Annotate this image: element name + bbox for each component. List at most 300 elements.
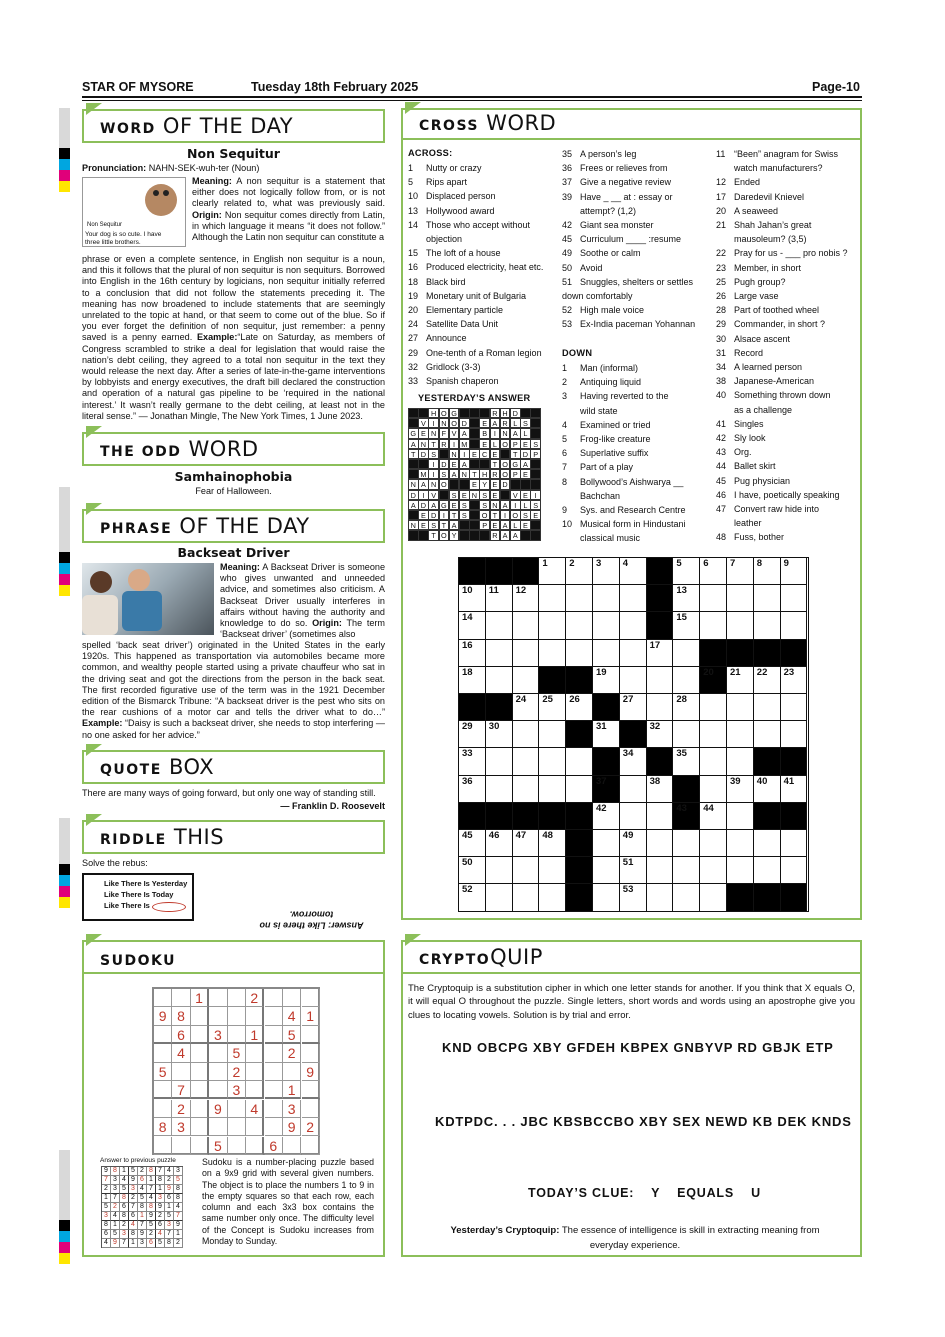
answer-cell: D [428, 510, 439, 520]
crossword-cell[interactable] [566, 748, 593, 775]
crossword-cell[interactable] [486, 721, 513, 748]
crossword-cell[interactable] [539, 612, 566, 639]
crossword-cell[interactable] [781, 694, 808, 721]
crossword-cell[interactable] [459, 612, 486, 639]
sudoku-empty-cell[interactable] [209, 1081, 227, 1099]
crossword-cell[interactable] [513, 667, 540, 694]
crossword-cell[interactable] [647, 694, 674, 721]
crossword-cell[interactable] [593, 558, 620, 585]
sudoku-empty-cell[interactable] [154, 1137, 172, 1155]
answer-cell: R [490, 530, 501, 540]
crossword-cell[interactable] [486, 748, 513, 775]
crossword-cell[interactable] [459, 748, 486, 775]
sudoku-empty-cell[interactable] [228, 1007, 246, 1025]
sudoku-answer-cell: 9 [138, 1230, 147, 1239]
sudoku-empty-cell[interactable] [265, 1007, 283, 1025]
crossword-cell[interactable] [727, 585, 754, 612]
clue-50 [562, 261, 602, 275]
crossword-cell[interactable] [727, 776, 754, 803]
crossword-cell[interactable] [781, 721, 808, 748]
sudoku-answer-cell: 9 [147, 1212, 156, 1221]
crossword-cell[interactable] [647, 803, 674, 830]
crossword-block [566, 830, 593, 857]
clue-text: Pugh group? [734, 276, 786, 287]
clue-text: down comfortably [562, 291, 633, 301]
crossword-cell[interactable] [566, 640, 593, 667]
clue-27 [408, 331, 467, 345]
sudoku-empty-cell[interactable] [265, 1026, 283, 1044]
sudoku-empty-cell[interactable] [191, 1063, 209, 1081]
crossword-cell[interactable] [566, 612, 593, 639]
crossword-cell[interactable] [781, 776, 808, 803]
crossword-cell[interactable] [486, 830, 513, 857]
sudoku-empty-cell[interactable] [302, 989, 320, 1007]
answer-cell: E [520, 520, 531, 530]
crossword-cell[interactable] [593, 857, 620, 884]
crossword-cell[interactable] [647, 857, 674, 884]
answer-cell [408, 510, 419, 520]
sudoku-empty-cell[interactable] [246, 1118, 264, 1136]
crossword-cell[interactable] [673, 612, 700, 639]
crossword-cell[interactable] [754, 558, 781, 585]
answer-cell: E [459, 490, 470, 500]
sudoku-empty-cell[interactable] [265, 1081, 283, 1099]
crossword-cell[interactable] [620, 612, 647, 639]
crossword-cell[interactable] [727, 558, 754, 585]
sudoku-answer-cell: 7 [120, 1239, 129, 1248]
crossword-cell[interactable] [513, 857, 540, 884]
crossword-cell[interactable] [539, 721, 566, 748]
answer-cell: L [520, 428, 531, 438]
crossword-cell[interactable] [754, 612, 781, 639]
crossword-block [754, 803, 781, 830]
clue-31 [716, 346, 763, 360]
answer-cell: N [459, 469, 470, 479]
answer-cell: P [510, 469, 521, 479]
sudoku-empty-cell[interactable] [228, 989, 246, 1007]
crossword-cell[interactable] [700, 857, 727, 884]
answer-cell: A [408, 500, 419, 510]
crossword-cell[interactable] [620, 667, 647, 694]
crossword-cell[interactable] [727, 857, 754, 884]
clue-text: Sly look [734, 433, 766, 443]
answer-cell: D [520, 449, 531, 459]
crossword-cell[interactable] [620, 857, 647, 884]
crossword-cell[interactable] [513, 694, 540, 721]
crossword-cell[interactable] [459, 667, 486, 694]
sudoku-empty-cell[interactable] [191, 1026, 209, 1044]
clue-number: 13 [408, 205, 419, 216]
cell-number: 37 [596, 775, 607, 787]
clue-51 [562, 275, 693, 289]
crossword-cell[interactable] [727, 612, 754, 639]
sudoku-empty-cell[interactable] [228, 1100, 246, 1118]
sudoku-answer-cell: 1 [120, 1167, 129, 1176]
sudoku-answer-cell: 4 [129, 1221, 138, 1230]
phrase-headword: Backseat Driver [177, 545, 290, 560]
crossword-cell[interactable] [513, 884, 540, 911]
crossword-cell[interactable] [566, 776, 593, 803]
word-headword: Non Sequitur [187, 146, 280, 161]
crossword-cell[interactable] [513, 612, 540, 639]
crossword-cell[interactable] [566, 694, 593, 721]
crossword-cell[interactable] [647, 667, 674, 694]
crossword-cell[interactable] [486, 857, 513, 884]
sudoku-empty-cell[interactable] [154, 1026, 172, 1044]
crossword-cell[interactable] [539, 640, 566, 667]
cell-number: 53 [622, 884, 634, 896]
word-of-day-title: WORD OF THE DAY [82, 109, 385, 143]
crossword-cell[interactable] [593, 830, 620, 857]
clue-text: Rips apart [426, 177, 468, 188]
crossword-cell[interactable] [754, 857, 781, 884]
sudoku-empty-cell[interactable] [228, 1137, 246, 1155]
answer-cell: S [428, 520, 439, 530]
crossword-cell[interactable] [673, 640, 700, 667]
sudoku-empty-cell[interactable] [172, 1137, 190, 1155]
sudoku-empty-cell[interactable] [302, 1026, 320, 1044]
crossword-cell[interactable] [620, 830, 647, 857]
sudoku-empty-cell[interactable] [302, 1100, 320, 1118]
crossword-cell[interactable] [593, 803, 620, 830]
crossword-cell[interactable] [754, 721, 781, 748]
cell-number: 33 [462, 748, 473, 760]
sudoku-empty-cell[interactable] [154, 1081, 172, 1099]
crossword-cell[interactable] [647, 884, 674, 911]
crossword-cell[interactable] [539, 884, 566, 911]
crossword-block [727, 640, 754, 667]
answer-cell: E [418, 510, 429, 520]
sudoku-empty-cell[interactable] [246, 1063, 264, 1081]
answer-cell: I [490, 428, 501, 438]
clue-text: Giant sea monster [580, 220, 654, 230]
clue-number: 18 [408, 276, 419, 287]
cell-number: 39 [730, 775, 741, 787]
sudoku-answer-cell: 9 [102, 1167, 111, 1176]
sudoku-empty-cell[interactable] [302, 1044, 320, 1062]
clue-33 [408, 374, 499, 388]
clue-11 [716, 147, 838, 161]
sudoku-empty-cell[interactable] [191, 1044, 209, 1062]
answer-cell [530, 428, 541, 438]
sudoku-empty-cell[interactable] [246, 1007, 264, 1025]
sudoku-empty-cell[interactable] [209, 989, 227, 1007]
sudoku-empty-cell[interactable] [191, 1007, 209, 1025]
clue-text: Bachchan [580, 490, 621, 501]
answer-cell: I [418, 490, 429, 500]
crossword-cell[interactable] [486, 585, 513, 612]
sudoku-given: 2 [228, 1063, 246, 1081]
cell-number: 6 [703, 558, 709, 569]
sudoku-empty-cell[interactable] [265, 1063, 283, 1081]
crossword-cell[interactable] [754, 694, 781, 721]
cell-number: 26 [569, 694, 580, 705]
crossword-cell[interactable] [727, 803, 754, 830]
crossword-cell[interactable] [513, 640, 540, 667]
crossword-cell[interactable] [459, 640, 486, 667]
crossword-cell[interactable] [673, 830, 700, 857]
cell-number: 9 [783, 558, 789, 569]
crossword-cell[interactable] [754, 585, 781, 612]
crossword-cell[interactable] [673, 667, 700, 694]
crossword-cell[interactable] [486, 640, 513, 667]
answer-cell: R [490, 408, 501, 418]
crossword-cell[interactable] [513, 748, 540, 775]
crossword-cell[interactable] [781, 612, 808, 639]
sudoku-answer-cell: 7 [165, 1230, 174, 1239]
clue-cont [716, 516, 762, 530]
crossword-cell[interactable] [620, 776, 647, 803]
crossword-cell[interactable] [700, 884, 727, 911]
sudoku-answer-cell: 2 [111, 1203, 120, 1212]
sudoku-empty-cell[interactable] [265, 1100, 283, 1118]
crossword-cell[interactable] [513, 776, 540, 803]
crossword-cell[interactable] [700, 830, 727, 857]
sudoku-given: 3 [209, 1026, 227, 1044]
crossword-cell[interactable] [620, 585, 647, 612]
crossword-cell[interactable] [566, 585, 593, 612]
crossword-cell[interactable] [620, 748, 647, 775]
crossword-cell[interactable] [700, 776, 727, 803]
crossword-cell[interactable] [700, 694, 727, 721]
clue-text: Have _ __ at : essay or [580, 191, 673, 202]
clue-36 [562, 161, 668, 175]
crossword-cell[interactable] [459, 776, 486, 803]
crossword-cell[interactable] [781, 558, 808, 585]
sudoku-grid[interactable] [152, 987, 320, 1155]
crossword-cell[interactable] [673, 585, 700, 612]
sudoku-empty-cell[interactable] [246, 1044, 264, 1062]
sudoku-empty-cell[interactable] [191, 1100, 209, 1118]
sudoku-empty-cell[interactable] [172, 1063, 190, 1081]
sudoku-empty-cell[interactable] [283, 1137, 301, 1155]
sudoku-empty-cell[interactable] [228, 1118, 246, 1136]
answer-cell: T [428, 439, 439, 449]
clue-text: Nutty or crazy [426, 163, 482, 173]
answer-cell: E [449, 459, 460, 469]
crossword-cell[interactable] [700, 721, 727, 748]
clue-1 [408, 161, 482, 175]
sudoku-empty-cell[interactable] [191, 1118, 209, 1136]
answer-cell: N [500, 428, 511, 438]
sudoku-empty-cell[interactable] [172, 989, 190, 1007]
cell-number: 29 [462, 721, 473, 733]
cell-number: 42 [596, 802, 607, 814]
crossword-cell[interactable] [539, 830, 566, 857]
crossword-cell[interactable] [647, 721, 674, 748]
crossword-cell[interactable] [513, 585, 540, 612]
crossword-cell[interactable] [647, 830, 674, 857]
clue-12 [716, 175, 760, 189]
clue-text: attempt? (1,2) [580, 205, 637, 216]
sudoku-empty-cell[interactable] [246, 1137, 264, 1155]
clue-text: Frees or relieves from [580, 163, 668, 174]
sudoku-empty-cell[interactable] [302, 1081, 320, 1099]
sudoku-empty-cell[interactable] [265, 1118, 283, 1136]
clue-text: Snuggles, shelters or settles [580, 276, 694, 287]
sudoku-answer-cell: 4 [147, 1194, 156, 1203]
clue-30 [716, 332, 790, 346]
crossword-cell[interactable] [459, 585, 486, 612]
cell-number: 4 [622, 558, 629, 569]
crossword-cell[interactable] [513, 830, 540, 857]
answer-cell: N [490, 500, 501, 510]
answer-cell [408, 530, 419, 540]
clue-number: 34 [716, 362, 727, 372]
crossword-cell[interactable] [754, 667, 781, 694]
clue-47 [716, 502, 819, 516]
crossword-cell[interactable] [593, 612, 620, 639]
crossword-cell[interactable] [486, 884, 513, 911]
crossword-cell[interactable] [781, 585, 808, 612]
crossword-cell[interactable] [459, 884, 486, 911]
sudoku-given: 2 [246, 989, 264, 1007]
crossword-cell[interactable] [513, 721, 540, 748]
crossword-block [781, 884, 808, 911]
riddle-prompt: Solve the rebus: [82, 858, 148, 868]
cell-number: 5 [676, 558, 682, 569]
crossword-cell[interactable] [486, 667, 513, 694]
crossword-block [593, 776, 620, 803]
crossword-cell[interactable] [539, 748, 566, 775]
crossword-cell[interactable] [539, 558, 566, 585]
crossword-cell[interactable] [593, 721, 620, 748]
cryptoquip-line-2: KDTPDC. . . JBC KBSBCCBO XBY SEX NEWD KB DEK KNDS [435, 1114, 852, 1129]
crossword-cell[interactable] [647, 640, 674, 667]
crossword-cell[interactable] [486, 612, 513, 639]
crossword-cell[interactable] [539, 857, 566, 884]
crossword-cell[interactable] [620, 803, 647, 830]
clue-text: Elementary particle [426, 305, 504, 315]
crossword-cell[interactable] [539, 694, 566, 721]
cell-number: 32 [649, 721, 661, 733]
crossword-cell[interactable] [486, 776, 513, 803]
sudoku-answer-cell: 9 [156, 1203, 165, 1212]
sudoku-empty-cell[interactable] [228, 1026, 246, 1044]
crossword-grid[interactable] [458, 557, 809, 912]
answer-cell [469, 418, 480, 428]
crossword-block [647, 748, 674, 775]
crossword-cell[interactable] [673, 857, 700, 884]
answer-cell: N [428, 479, 439, 489]
crossword-cell[interactable] [700, 585, 727, 612]
crossword-cell[interactable] [700, 803, 727, 830]
sudoku-answer-cell: 7 [129, 1203, 138, 1212]
sudoku-empty-cell[interactable] [191, 1137, 209, 1155]
crossword-cell[interactable] [539, 776, 566, 803]
crossword-cell[interactable] [673, 748, 700, 775]
clue-text: I have, poetically speaking [734, 489, 840, 500]
sudoku-empty-cell[interactable] [209, 1044, 227, 1062]
odd-word-title: THE ODD WORD [82, 432, 385, 466]
clue-text: Part of toothed wheel [734, 305, 820, 316]
crossword-cell[interactable] [727, 830, 754, 857]
sudoku-empty-cell[interactable] [246, 1081, 264, 1099]
crossword-cell[interactable] [673, 694, 700, 721]
sudoku-empty-cell[interactable] [154, 1100, 172, 1118]
crossword-cell[interactable] [620, 694, 647, 721]
crossword-cell[interactable] [727, 721, 754, 748]
sudoku-empty-cell[interactable] [283, 989, 301, 1007]
sudoku-empty-cell[interactable] [154, 989, 172, 1007]
sudoku-empty-cell[interactable] [209, 1007, 227, 1025]
crossword-cell[interactable] [593, 667, 620, 694]
crossword-cell[interactable] [781, 667, 808, 694]
sudoku-empty-cell[interactable] [154, 1044, 172, 1062]
crossword-cell[interactable] [700, 748, 727, 775]
sudoku-empty-cell[interactable] [265, 1044, 283, 1062]
clue-48 [716, 530, 784, 544]
crossword-cell[interactable] [727, 748, 754, 775]
answer-cell: I [500, 510, 511, 520]
crossword-cell[interactable] [647, 776, 674, 803]
crossword-cell[interactable] [754, 830, 781, 857]
crossword-cell[interactable] [459, 857, 486, 884]
sudoku-empty-cell[interactable] [209, 1063, 227, 1081]
sudoku-empty-cell[interactable] [302, 1137, 320, 1155]
answer-cell: P [530, 449, 541, 459]
answer-cell [530, 530, 541, 540]
sudoku-empty-cell[interactable] [283, 1063, 301, 1081]
answer-cell: I [439, 510, 450, 520]
crossword-cell[interactable] [700, 558, 727, 585]
sudoku-answer-cell: 5 [102, 1203, 111, 1212]
crossword-block [647, 558, 674, 585]
crossword-cell[interactable] [727, 667, 754, 694]
answer-cell: D [500, 479, 511, 489]
crossword-cell[interactable] [781, 830, 808, 857]
sudoku-empty-cell[interactable] [209, 1118, 227, 1136]
sudoku-empty-cell[interactable] [265, 989, 283, 1007]
crossword-cell[interactable] [673, 721, 700, 748]
crossword-cell[interactable] [754, 776, 781, 803]
clue-number: 20 [716, 205, 727, 216]
answer-cell: O [439, 479, 450, 489]
phrase-origin-cont: spelled ‘back seat driver’) originated in the United States in the early 1920s. This happened as transportation via automobiles became more common, and wealthy people started using a private chauffeur who sat in the driving seat and got the directions from the person in the back seat. The first recorded figurative use of the term was in the 1921 December edition of the Bismarck Tribune: “A backseat driver is the pest who sits on the rear cushions of a motor car and tells the driver what to do…” Example: “Daisy is such a backseat driver, she needs to stop interfering — no one asked for her advice.” [82, 640, 385, 740]
sudoku-answer-cell: 3 [129, 1185, 138, 1194]
answer-cell [408, 469, 419, 479]
crossword-block [566, 721, 593, 748]
answer-cell: H [479, 469, 490, 479]
answer-cell: E [520, 469, 531, 479]
answer-cell [439, 449, 450, 459]
sudoku-answer-cell: 8 [156, 1176, 165, 1185]
riddle-title: RIDDLE THIS [82, 820, 385, 854]
crossword-cell[interactable] [727, 694, 754, 721]
crossword-cell[interactable] [593, 585, 620, 612]
crossword-cell[interactable] [700, 612, 727, 639]
sudoku-answer-cell: 8 [102, 1221, 111, 1230]
clue-number: 35 [562, 149, 573, 159]
crossword-cell[interactable] [673, 884, 700, 911]
cell-number: 51 [622, 857, 634, 869]
crossword-cell[interactable] [620, 558, 647, 585]
crossword-cell[interactable] [593, 884, 620, 911]
crossword-cell[interactable] [620, 640, 647, 667]
crossword-cell[interactable] [566, 558, 593, 585]
crossword-cell[interactable] [539, 585, 566, 612]
crossword-cell[interactable] [593, 640, 620, 667]
answer-cell: H [500, 408, 511, 418]
crossword-cell[interactable] [781, 857, 808, 884]
sudoku-empty-cell[interactable] [191, 1081, 209, 1099]
crossword-cell[interactable] [459, 830, 486, 857]
crossword-cell[interactable] [620, 884, 647, 911]
answer-cell [439, 490, 450, 500]
crossword-cell[interactable] [673, 558, 700, 585]
crossword-cell[interactable] [459, 721, 486, 748]
answer-cell [418, 459, 429, 469]
